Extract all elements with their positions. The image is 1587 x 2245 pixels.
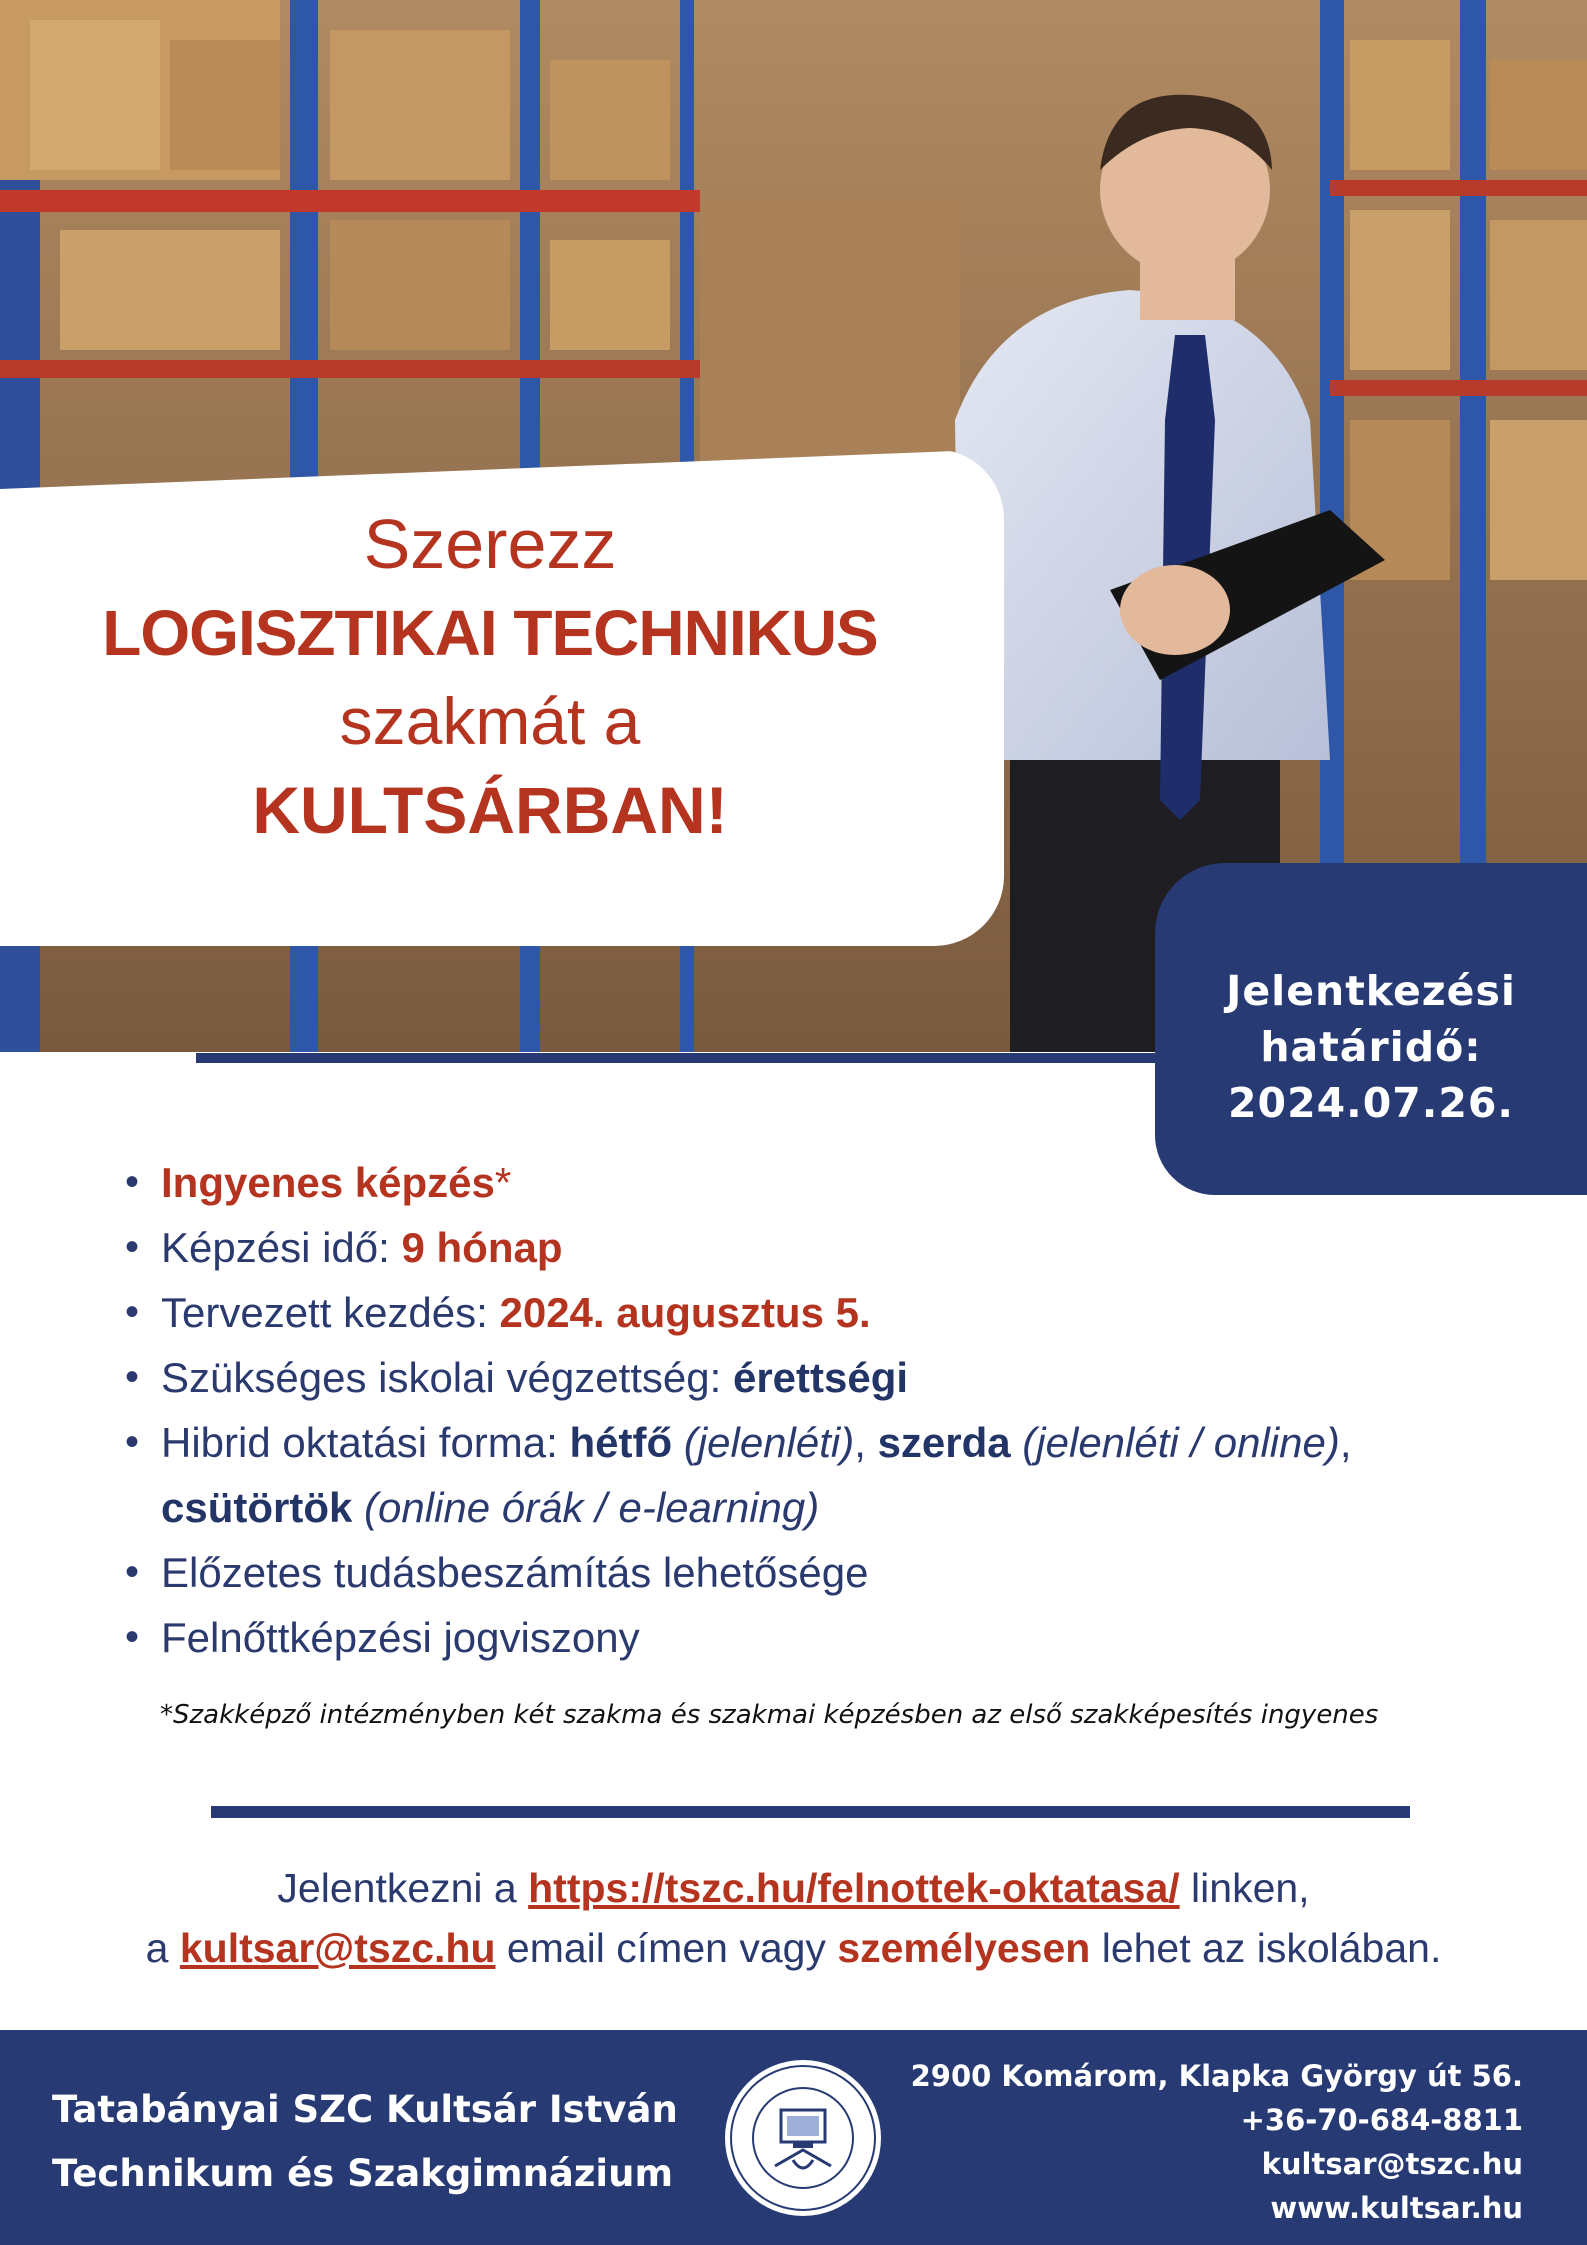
address: 2900 Komárom, Klapka György út 56. [910,2059,1523,2093]
headline-line-1: Szerezz [363,505,617,583]
website-link[interactable]: www.kultsar.hu [1270,2191,1523,2225]
deadline-label-2: határidő: [1260,1023,1482,1071]
school-name [52,2078,678,2206]
list-item [125,1605,1525,1670]
footnote: *Szakképző intézményben két szakma és szakmai képzésben az első szakképesítés ingyenes [160,1700,1379,1730]
headline-line-4: KULTSÁRBAN! [252,773,728,847]
format-sep-2: , [1339,1419,1352,1466]
contact-info [911,2054,1523,2230]
format-sep-1: , [854,1419,878,1466]
format-day-2: szerda [877,1419,1011,1466]
headline [0,500,980,856]
application-line-1 [0,1858,1587,1918]
footer [0,2030,1587,2245]
footer-email[interactable]: kultsar@tszc.hu [1261,2147,1523,2181]
list-item-continuation [125,1475,1525,1540]
apply-in-person: személyesen [837,1925,1091,1971]
duration-value: 9 hónap [401,1224,563,1271]
apply-post-2: lehet az iskolában. [1090,1925,1442,1971]
school-name-line-2: Technikum és Szakgimnázium [52,2152,673,2195]
format-day-3: csütörtök [161,1484,353,1531]
free-training: Ingyenes képzés [161,1159,495,1206]
list-item [125,1540,1525,1605]
format-label: Hibrid oktatási forma: [161,1419,570,1466]
headline-line-2: LOGISZTIKAI TECHNIKUS [102,597,878,669]
apply-link[interactable]: https://tszc.hu/felnottek-oktatasa/ [528,1865,1180,1911]
apply-mid-2: email címen vagy [495,1925,838,1971]
footnote-star: * [494,1159,512,1206]
list-item [125,1150,1525,1215]
feature-list [125,1150,1525,1670]
application-info [0,1858,1587,1978]
deadline-label-1: Jelentkezési [1226,967,1516,1015]
apply-post-1: linken, [1179,1865,1310,1911]
apply-email-link[interactable]: kultsar@tszc.hu [179,1925,496,1971]
list-item [125,1345,1525,1410]
list-item [125,1280,1525,1345]
list-item [125,1410,1525,1475]
apply-pre-1: Jelentkezni a [277,1865,529,1911]
format-day-1: hétfő [569,1419,673,1466]
divider-middle [211,1806,1410,1818]
phone[interactable]: +36-70-684-8811 [1240,2103,1523,2137]
school-logo-icon [723,2058,883,2218]
start-value: 2024. augusztus 5. [499,1289,871,1336]
list-item [125,1215,1525,1280]
education-label: Szükséges iskolai végzettség: [161,1354,733,1401]
format-note-2: (jelenléti / online) [1010,1419,1340,1466]
headline-line-3: szakmát a [339,684,641,758]
application-line-2 [0,1918,1587,1978]
duration-label: Képzési idő: [161,1224,402,1271]
prior-learning: Előzetes tudásbeszámítás lehetősége [161,1549,869,1596]
format-note-1: (jelenléti) [672,1419,855,1466]
start-label: Tervezett kezdés: [161,1289,500,1336]
school-name-line-1: Tatabányai SZC Kultsár István [52,2088,678,2131]
deadline-date: 2024.07.26. [1228,1079,1514,1127]
deadline-box [1155,863,1587,1195]
format-note-3: (online órák / e-learning) [352,1484,820,1531]
divider-top [196,1053,1196,1063]
apply-pre-2: a [145,1925,180,1971]
education-value: érettségi [732,1354,909,1401]
legal-relationship: Felnőttképzési jogviszony [161,1614,640,1661]
